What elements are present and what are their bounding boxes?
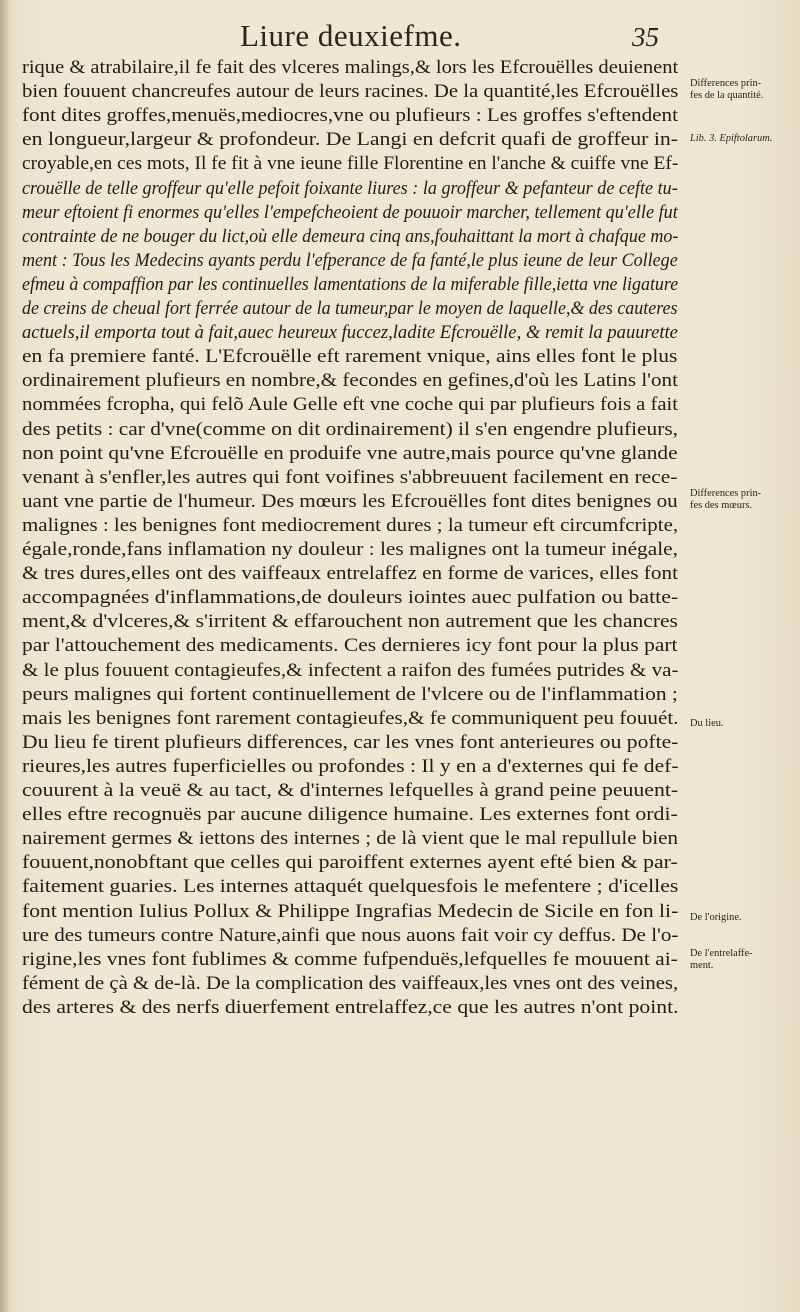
page-number: 35 bbox=[632, 22, 659, 52]
text-line: rigine,les vnes font fublimes & comme fufpenduës,lefquelles fe mouuent ai- bbox=[22, 948, 678, 970]
text-line: rieures,les autres fuperficielles ou profondes : Il y en a d'externes qui fe def- bbox=[22, 755, 679, 777]
margin-note bbox=[690, 133, 795, 145]
text-line: uant vne partie de l'humeur. Des mœurs les Efcrouëlles font dites benignes ou bbox=[22, 490, 678, 512]
text-line: font mention Iulius Pollux & Philippe Ingrafias Medecin de Sicile en fon li- bbox=[22, 900, 679, 922]
text-line: contrainte de ne bouger du lict,où elle demeura cinq ans,fouhaittant la mort à chafque mo- bbox=[22, 225, 679, 247]
text-line: font dites groffes,menuës,mediocres,vne ou plufieurs : Les groffes s'eftendent bbox=[22, 105, 679, 127]
text-line: faitement guaries. Les internes attaquét quelquesfois le mefentere ; d'icelles bbox=[22, 876, 679, 898]
text-line: nommées fcropha, qui felõ Aule Gelle eft vne coche qui par plufieurs fois a fait bbox=[22, 394, 679, 416]
text-line: ordinairement plufieurs en nombre,& fecondes en gefines,d'où les Latins l'ont bbox=[22, 370, 678, 392]
text-line: elles eftre recognuës par aucune diligence humaine. Les externes font ordi- bbox=[22, 804, 678, 826]
gutter-shadow bbox=[0, 0, 10, 1312]
margin-note-line: fes de la quantité. bbox=[690, 90, 764, 101]
text-line: non point qu'vne Efcrouëlle en produife vne autre,mais pource qu'vne glande bbox=[22, 442, 678, 464]
margin-note bbox=[690, 78, 795, 102]
margin-note-line: Differences prin- bbox=[690, 78, 762, 89]
text-line: des petits : car d'vne(comme on dit ordinairement) il s'en engendre plufieurs, bbox=[22, 418, 678, 440]
text-line: Du lieu fe tirent plufieurs differences, car les vnes font anterieures ou pofte- bbox=[22, 731, 679, 753]
margin-note-line: fes des mœurs. bbox=[690, 500, 753, 511]
text-line: égale,ronde,fans inflamation ny douleur : les malignes ont la tumeur inégale, bbox=[22, 539, 679, 560]
text-line: efmeu à compaffion par les continuelles lamentations de la miferable fille,ietta vne ligature bbox=[22, 273, 679, 295]
text-line: ment : Tous les Medecins ayants perdu l'efperance de fa fanté,le plus ieune de leur College bbox=[22, 249, 678, 271]
margin-note bbox=[690, 488, 795, 512]
text-line: couurent à la veuë & au tact, & d'internes lefquelles à grand peine peuuent- bbox=[22, 780, 679, 801]
text-line: fément de çà & de-là. De la complication des vaiffeaux,les vnes ont des veines, bbox=[22, 972, 679, 994]
text-line: nairement germes & iettons des internes ; de là vient que le mal repullule bien bbox=[22, 828, 679, 850]
text-line: de creins de cheual fort ferrée autour de la tumeur,par le moyen de laquelle,& des cauteres bbox=[22, 298, 678, 319]
text-line: malignes : les benignes font mediocrement dures ; la tumeur eft circumfcripte, bbox=[22, 514, 679, 536]
running-head-title: Liure deuxiefme. bbox=[240, 18, 462, 53]
margin-note-line: Du lieu. bbox=[690, 718, 724, 729]
margin-note-line: De l'origine. bbox=[690, 912, 742, 923]
margin-note bbox=[690, 948, 795, 972]
text-line: croyable,en ces mots, Il fe fit à vne ieune fille Florentine en l'anche & cuiffe vne Ef- bbox=[22, 153, 679, 175]
text-line: en longueur,largeur & profondeur. De Langi en defcrit quafi de groffeur in- bbox=[22, 129, 679, 151]
margin-note bbox=[690, 912, 795, 924]
margin-note-line: De l'entrelaffe- bbox=[690, 948, 753, 959]
text-line: par l'attouchement des medicaments. Ces dernieres icy font pour la plus part bbox=[22, 635, 678, 657]
text-line: venant à s'enfler,les autres qui font voifines s'abbreuuent facilement en rece- bbox=[22, 466, 678, 488]
margin-note-line: ment. bbox=[690, 960, 714, 971]
margin-note-line: Lib. 3. Epiftolarum. bbox=[690, 133, 773, 144]
text-line: des arteres & des nerfs diuerfement entrelaffez,ce que les autres n'ont point. bbox=[22, 996, 679, 1018]
text-line: ment,& d'vlceres,& s'irritent & effarouchent non autrement que les chancres bbox=[22, 611, 678, 633]
text-line: ure des tumeurs contre Nature,ainfi que nous auons fait voir cy deffus. De l'o- bbox=[22, 924, 679, 946]
text-line: peurs malignes qui fortent continuellement de l'vlcere ou de l'inflammation ; bbox=[22, 683, 678, 705]
text-line: actuels,il emporta tout à fait,auec heureux fuccez,ladite Efcrouëlle, & remit la pauurette bbox=[22, 322, 678, 344]
text-line: mais les benignes font rarement contagieufes,& fe communiquent peu fouuét. bbox=[22, 707, 679, 729]
text-line: accompagnées d'inflammations,de douleurs iointes auec pulfation ou batte- bbox=[22, 587, 679, 609]
text-line: bien fouuent chancreufes autour de leurs racines. De la quantité,les Efcrouëlles bbox=[22, 81, 679, 103]
text-line: rique & atrabilaire,il fe fait des vlceres malings,& lors les Efcrouëlles deuienent bbox=[22, 57, 679, 78]
margin-note bbox=[690, 718, 795, 730]
text-line: & tres dures,elles ont des vaiffeaux entrelaffez en forme de varices, elles font bbox=[22, 563, 678, 585]
text-line: meur eftoient fi enormes qu'elles l'empefcheoient de pouuoir marcher, tellement qu'elle fut bbox=[22, 201, 678, 223]
text-line: fouuent,nonobftant que celles qui paroiffent externes ayent efté bien & par- bbox=[22, 852, 678, 874]
margin-note-line: Differences prin- bbox=[690, 488, 762, 499]
text-line: en fa premiere fanté. L'Efcrouëlle eft rarement vnique, ains elles font le plus bbox=[22, 346, 678, 368]
text-line: crouëlle de telle groffeur qu'elle pefoit foixante liures : la groffeur & pefanteur de cefte tu- bbox=[22, 177, 678, 199]
text-line: & le plus fouuent contagieufes,& infectent a raifon des fumées putrides & va- bbox=[22, 659, 679, 681]
